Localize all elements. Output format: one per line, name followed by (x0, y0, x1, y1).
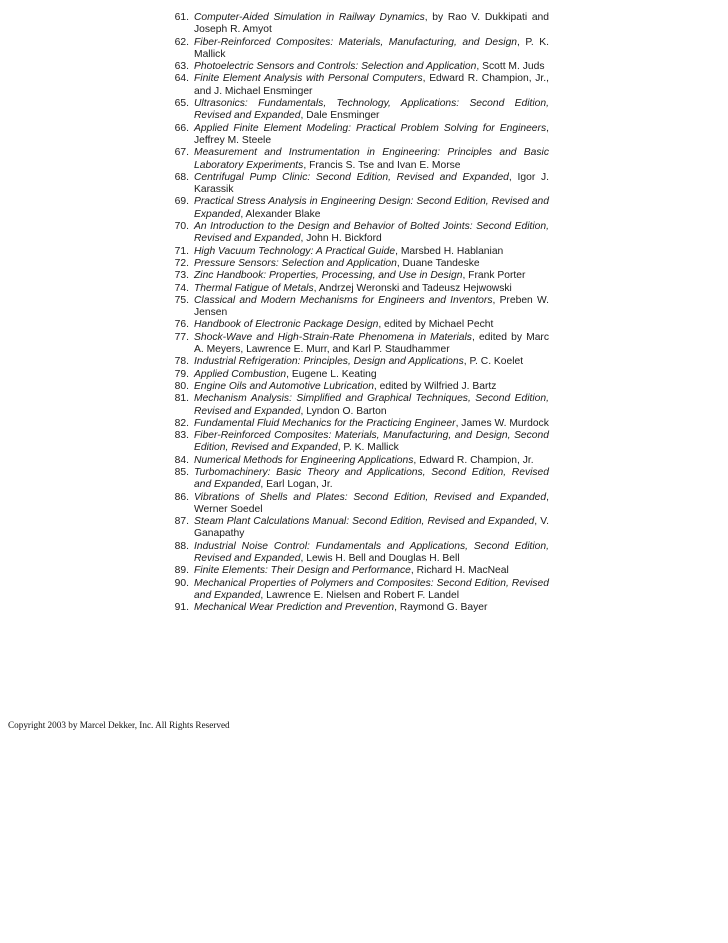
item-number: 64. (174, 73, 189, 85)
separator-text: , (546, 122, 549, 134)
item-number: 79. (174, 368, 189, 380)
separator-text: , by (424, 12, 448, 23)
book-authors: Lyndon O. Barton (306, 405, 387, 417)
book-authors: Jeffrey M. Steele (194, 134, 272, 146)
separator-text: , (260, 589, 267, 601)
book-authors: Duane Tandeske (402, 257, 480, 269)
list-item (166, 123, 549, 148)
separator-text: , (508, 171, 518, 183)
book-title: Fiber-Reinforced Composites: Materials, Manufacturing, and Design, Second Edition, Revised and Expanded (194, 430, 549, 454)
item-number: 66. (174, 122, 189, 134)
book-title: Applied Combustion (194, 368, 287, 380)
book-authors: Wilfried J. Bartz (424, 380, 497, 392)
item-number: 85. (174, 466, 189, 478)
list-item (166, 578, 549, 603)
book-title: Vibrations of Shells and Plates: Second Edition, Revised and Expanded (194, 491, 547, 503)
list-item (166, 430, 549, 455)
separator-text: , (260, 479, 267, 491)
list-item (166, 147, 549, 172)
separator-text: , (410, 565, 417, 577)
book-authors: P. C. Koelet (469, 356, 524, 368)
separator-text: , (337, 442, 344, 454)
separator-text: , (413, 454, 420, 466)
separator-text: , (492, 294, 500, 306)
book-title: Shock-Wave and High-Strain-Rate Phenomena in Materials (194, 331, 472, 343)
separator-text: , (300, 553, 307, 565)
separator-text: , (422, 73, 430, 85)
book-title: Handbook of Electronic Package Design (194, 319, 379, 331)
item-number: 76. (174, 319, 189, 331)
book-authors: Francis S. Tse and Ivan E. Morse (309, 159, 461, 171)
book-authors: Rao V. Dukkipati and Joseph R. Amyot (194, 12, 549, 36)
book-title: Mechanism Analysis: Simplified and Graphical Techniques, Second Edition, Revised and Expanded (194, 393, 549, 417)
book-authors: Igor J. Karassik (194, 171, 550, 196)
list-item (166, 565, 549, 577)
book-title: Fundamental Fluid Mechanics for the Practicing Engineer (194, 417, 456, 429)
book-title: Applied Finite Element Modeling: Practical Problem Solving for Engineers (194, 122, 547, 134)
separator-text: , (517, 36, 526, 48)
separator-text: , (395, 245, 401, 257)
separator-text: , (313, 282, 319, 294)
list-item (166, 516, 549, 541)
book-authors: Scott M. Juds (482, 61, 545, 73)
book-authors: V. Ganapathy (194, 516, 549, 540)
separator-text: , (240, 208, 246, 220)
list-item (166, 332, 549, 357)
separator-text: , (463, 356, 470, 368)
separator-text: , (286, 368, 292, 380)
separator-text: , edited by (471, 331, 527, 343)
list-item (166, 356, 549, 368)
separator-text: , (394, 602, 400, 614)
book-title: An Introduction to the Design and Behavior of Bolted Joints: Second Edition, Revised and Expanded (194, 221, 549, 245)
item-number: 63. (174, 61, 189, 73)
item-number: 65. (174, 98, 189, 110)
list-item (166, 258, 549, 270)
list-item (166, 172, 549, 197)
list-item (166, 319, 549, 331)
separator-text: , (300, 405, 307, 417)
separator-text: , edited by (378, 319, 429, 331)
item-number: 77. (174, 331, 189, 343)
separator-text: , (462, 270, 469, 282)
book-title: Engine Oils and Automotive Lubrication (194, 380, 374, 392)
book-authors: Dale Ensminger (306, 110, 380, 122)
list-item (166, 467, 549, 492)
item-number: 91. (174, 602, 189, 614)
item-number: 71. (174, 245, 189, 257)
separator-text: , (300, 233, 307, 245)
book-title: Turbomachinery: Basic Theory and Applications, Second Edition, Revised and Expanded (194, 466, 549, 491)
book-title: Mechanical Wear Prediction and Prevention (194, 602, 395, 614)
list-item (166, 418, 549, 430)
item-number: 87. (174, 516, 189, 528)
separator-text: , (534, 516, 541, 528)
list-item (166, 393, 549, 418)
book-authors: Alexander Blake (245, 208, 321, 220)
separator-text: , edited by (373, 380, 425, 392)
book-authors: John H. Bickford (306, 233, 382, 245)
book-authors: Marc A. Meyers, Lawrence E. Murr, and Karl P. Staudhammer (194, 331, 550, 356)
item-number: 82. (174, 417, 189, 429)
list-item (166, 221, 549, 246)
book-title: Ultrasonics: Fundamentals, Technology, Applications: Second Edition, Revised and Expanded (194, 98, 549, 122)
book-title: Finite Elements: Their Design and Performance (194, 565, 411, 577)
separator-text: , (300, 110, 307, 122)
separator-text: , (303, 159, 310, 171)
item-number: 80. (174, 380, 189, 392)
item-number: 69. (174, 196, 189, 208)
item-number: 84. (174, 454, 189, 466)
book-authors: Raymond G. Bayer (399, 602, 488, 614)
book-authors: Werner Soedel (194, 503, 263, 515)
book-title: Classical and Modern Mechanisms for Engineers and Inventors (194, 294, 493, 306)
book-authors: Lewis H. Bell and Douglas H. Bell (306, 553, 460, 565)
book-title: Measurement and Instrumentation in Engineering: Principles and Basic Laboratory Experiments (194, 147, 549, 171)
item-number: 62. (174, 36, 189, 48)
book-authors: Earl Logan, Jr. (266, 479, 333, 491)
separator-text: , (546, 491, 549, 503)
book-title: Industrial Refrigeration: Principles, Design and Applications (194, 356, 464, 368)
book-authors: Preben W. Jensen (194, 294, 549, 319)
item-number: 73. (174, 270, 189, 282)
item-number: 89. (174, 565, 189, 577)
item-number: 90. (174, 577, 189, 589)
book-authors: Lawrence E. Nielsen and Robert F. Landel (266, 589, 460, 601)
book-authors: Andrzej Weronski and Tadeusz Hejwowski (318, 282, 512, 294)
list-item (166, 246, 549, 258)
list-item (166, 73, 549, 98)
list-item (166, 492, 549, 517)
separator-text: , (396, 257, 403, 269)
item-number: 61. (174, 12, 189, 23)
book-title: Industrial Noise Control: Fundamentals and Applications, Second Edition, Revised and Expanded (194, 540, 549, 565)
list-item (166, 381, 549, 393)
book-title: High Vacuum Technology: A Practical Guide (194, 245, 396, 257)
list-item (166, 283, 549, 295)
book-title: Zinc Handbook: Properties, Processing, and Use in Design (194, 270, 463, 282)
separator-text: , (455, 417, 462, 429)
list-item (166, 295, 549, 320)
book-authors: James W. Murdock (461, 417, 549, 429)
item-number: 83. (174, 430, 189, 442)
book-list (166, 12, 549, 615)
list-item (166, 602, 549, 614)
book-authors: Richard H. MacNeal (416, 565, 509, 577)
item-number: 72. (174, 257, 189, 269)
book-title: Finite Element Analysis with Personal Computers (194, 73, 423, 85)
item-number: 75. (174, 294, 189, 306)
book-title: Numerical Methods for Engineering Applications (194, 454, 414, 466)
item-number: 88. (174, 540, 189, 552)
book-authors: Edward R. Champion, Jr., and J. Michael Ensminger (194, 73, 549, 97)
book-title: Mechanical Properties of Polymers and Composites: Second Edition, Revised and Expanded (194, 577, 549, 601)
book-title: Pressure Sensors: Selection and Application (194, 257, 397, 269)
item-number: 78. (174, 356, 189, 368)
item-number: 67. (174, 147, 189, 159)
book-title: Photoelectric Sensors and Controls: Selection and Application (194, 61, 477, 73)
list-item (166, 455, 549, 467)
list-item (166, 196, 549, 221)
separator-text: , (476, 61, 483, 73)
book-authors: Eugene L. Keating (291, 368, 377, 380)
book-authors: Edward R. Champion, Jr. (419, 454, 534, 466)
book-title: Fiber-Reinforced Composites: Materials, Manufacturing, and Design (194, 36, 518, 48)
list-item (166, 12, 549, 37)
list-item (166, 98, 549, 123)
book-authors: Michael Pecht (428, 319, 494, 331)
list-item (166, 37, 549, 62)
copyright-notice: Copyright 2003 by Marcel Dekker, Inc. All Rights Reserved (8, 720, 230, 730)
item-number: 81. (174, 393, 189, 405)
book-authors: Marsbed H. Hablanian (400, 245, 504, 257)
list-item (166, 61, 549, 73)
book-title: Steam Plant Calculations Manual: Second Edition, Revised and Expanded (194, 516, 535, 528)
book-authors: Frank Porter (468, 270, 526, 282)
book-title: Computer-Aided Simulation in Railway Dynamics (194, 12, 425, 23)
book-title: Centrifugal Pump Clinic: Second Edition, Revised and Expanded (194, 171, 509, 183)
list-item (166, 270, 549, 282)
list-item (166, 541, 549, 566)
item-number: 74. (174, 282, 189, 294)
list-item (166, 369, 549, 381)
item-number: 86. (174, 491, 189, 503)
book-authors: P. K. Mallick (194, 36, 549, 60)
book-authors: P. K. Mallick (343, 442, 399, 454)
book-title: Thermal Fatigue of Metals (194, 282, 314, 294)
item-number: 70. (174, 221, 189, 233)
item-number: 68. (174, 171, 189, 183)
book-title: Practical Stress Analysis in Engineering Design: Second Edition, Revised and Expanded (194, 196, 549, 220)
